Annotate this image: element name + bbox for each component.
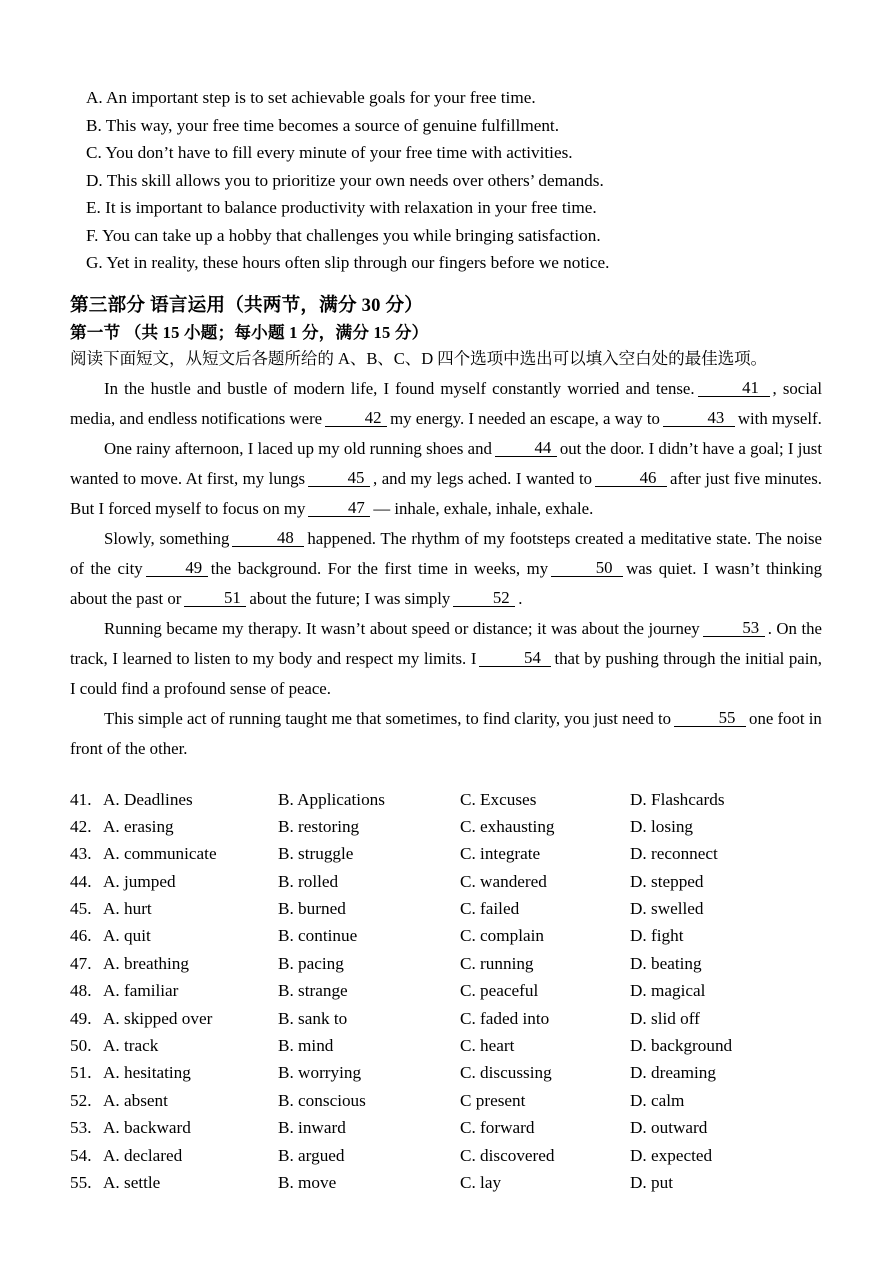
option-c[interactable]: C. faded into	[460, 1008, 550, 1028]
passage-paragraph-1	[70, 374, 822, 434]
sentence-option-c: C. You don’t have to fill every minute of your free time with activities.	[86, 143, 573, 162]
sentence-option-g: G. Yet in reality, these hours often slip through our fingers before we notice.	[86, 253, 610, 272]
blank-55[interactable]: 55	[674, 709, 746, 728]
passage-text: about the future; I was simply	[249, 588, 451, 608]
option-b[interactable]: B. struggle	[278, 844, 354, 864]
cloze-passage	[70, 374, 822, 764]
page-content	[70, 84, 822, 1196]
answer-row	[70, 950, 822, 977]
passage-text: the background. For the first time in weeks, my	[210, 558, 549, 578]
option-a[interactable]: A. erasing	[103, 816, 174, 836]
blank-45[interactable]: 45	[308, 469, 370, 488]
sentence-option-d: D. This skill allows you to prioritize your own needs over others’ demands.	[86, 170, 604, 190]
question-number: 43.	[70, 844, 92, 864]
option-c[interactable]: C. discovered	[460, 1145, 555, 1165]
passage-text: .	[518, 588, 523, 608]
passage-text: out the door. I didn’t have a goal; I just wanted to move. At first, my lungs	[70, 438, 823, 488]
sentence-option-b: B. This way, your free time becomes a source of genuine fulfillment.	[86, 115, 559, 135]
option-d[interactable]: D. reconnect	[630, 844, 718, 864]
option-d[interactable]: D. magical	[630, 981, 706, 1001]
blank-50[interactable]: 50	[551, 559, 623, 578]
blank-46[interactable]: 46	[595, 469, 667, 488]
passage-text: was quiet. I wasn’t thinking about the past or	[70, 558, 823, 608]
option-c[interactable]: C. exhausting	[460, 816, 555, 836]
question-number: 51.	[70, 1063, 92, 1083]
answer-row	[70, 1169, 822, 1196]
answer-row	[70, 922, 822, 949]
answer-row	[70, 786, 822, 813]
passage-text: , social media, and endless notifications were	[70, 378, 822, 428]
passage-text: one foot in front of the other.	[70, 708, 822, 758]
option-d[interactable]: D. beating	[630, 953, 702, 973]
answer-row	[70, 813, 822, 840]
question-number: 41.	[70, 789, 92, 809]
option-d[interactable]: D. stepped	[630, 871, 704, 891]
option-b[interactable]: B. burned	[278, 899, 346, 919]
option-b[interactable]: B. continue	[278, 926, 358, 946]
passage-paragraph-2	[70, 434, 822, 524]
answer-row	[70, 1087, 822, 1114]
question-number: 50.	[70, 1036, 92, 1056]
option-a[interactable]: A. Deadlines	[103, 789, 193, 809]
option-a[interactable]: A. quit	[103, 926, 151, 946]
blank-42[interactable]: 42	[325, 409, 387, 428]
answer-row	[70, 1114, 822, 1141]
answer-row	[70, 868, 822, 895]
option-d[interactable]: D. slid off	[630, 1008, 700, 1028]
option-a[interactable]: A. track	[103, 1036, 159, 1056]
section-instruction: 阅读下面短文，从短文后各题所给的 A、B、C、D 四个选项中选出可以填入空白处的最佳选项。	[70, 348, 768, 368]
passage-text: happened. The rhythm of my footsteps created a meditative state. The noise of the city	[70, 528, 822, 578]
passage-text: — inhale, exhale, inhale, exhale.	[373, 498, 594, 518]
question-number: 44.	[70, 871, 92, 891]
answer-row	[70, 840, 822, 867]
passage-paragraph-4	[70, 614, 822, 704]
option-d[interactable]: D. swelled	[630, 899, 704, 919]
option-d[interactable]: D. expected	[630, 1145, 713, 1165]
option-d[interactable]: D. fight	[630, 926, 684, 946]
option-d[interactable]: D. outward	[630, 1118, 708, 1138]
passage-paragraph-3	[70, 524, 822, 614]
option-a[interactable]: A. hesitating	[103, 1063, 191, 1083]
answer-row	[70, 1005, 822, 1032]
blank-43[interactable]: 43	[663, 409, 735, 428]
blank-54[interactable]: 54	[479, 649, 551, 668]
option-b[interactable]: B. sank to	[278, 1008, 348, 1028]
option-c[interactable]: C. lay	[460, 1172, 502, 1192]
option-b[interactable]: B. worrying	[278, 1063, 362, 1083]
blank-53[interactable]: 53	[703, 619, 765, 638]
question-number: 45.	[70, 899, 92, 919]
part-heading: 第三部分 语言运用（共两节，满分 30 分）	[70, 294, 424, 316]
option-b[interactable]: B. conscious	[278, 1090, 366, 1110]
option-c[interactable]: C. wandered	[460, 871, 547, 891]
option-d[interactable]: D. calm	[630, 1090, 685, 1110]
option-c[interactable]: C. heart	[460, 1036, 515, 1056]
option-c[interactable]: C present	[460, 1090, 526, 1110]
option-b[interactable]: B. pacing	[278, 953, 344, 973]
question-number: 54.	[70, 1145, 92, 1165]
option-c[interactable]: C. complain	[460, 926, 545, 946]
passage-text: with myself.	[737, 408, 822, 428]
option-a[interactable]: A. absent	[103, 1090, 168, 1110]
question-number: 47.	[70, 953, 92, 973]
blank-49[interactable]: 49	[146, 559, 208, 578]
option-c[interactable]: C. forward	[460, 1118, 535, 1138]
question-number: 55.	[70, 1172, 92, 1192]
answer-row	[70, 1059, 822, 1086]
passage-text: Slowly, something	[104, 528, 230, 548]
option-d[interactable]: D. Flashcards	[630, 789, 725, 809]
option-d[interactable]: D. losing	[630, 816, 694, 836]
option-a[interactable]: A. familiar	[103, 981, 179, 1001]
sentence-option-e: E. It is important to balance productivity with relaxation in your free time.	[86, 198, 597, 217]
sentence-options-list	[70, 84, 822, 277]
passage-text: One rainy afternoon, I laced up my old running shoes and	[104, 438, 492, 458]
answer-row	[70, 1142, 822, 1169]
passage-text: . On the track, I learned to listen to my body and respect my limits. I	[70, 618, 822, 668]
option-a[interactable]: A. backward	[103, 1118, 191, 1138]
option-a[interactable]: A. skipped over	[103, 1008, 213, 1028]
option-b[interactable]: B. strange	[278, 981, 348, 1001]
passage-text: after just five minutes. But I forced myself to focus on my	[70, 468, 822, 518]
answer-row	[70, 1032, 822, 1059]
option-d[interactable]: D. background	[630, 1036, 733, 1056]
option-a[interactable]: A. declared	[103, 1145, 183, 1165]
passage-text: This simple act of running taught me that sometimes, to find clarity, you just need to	[104, 708, 672, 728]
passage-text: my energy. I needed an escape, a way to	[390, 408, 660, 428]
blank-44[interactable]: 44	[495, 439, 557, 458]
option-c[interactable]: C. integrate	[460, 844, 541, 864]
passage-text: , and my legs ached. I wanted to	[373, 468, 592, 488]
option-b[interactable]: B. rolled	[278, 871, 339, 891]
option-d[interactable]: D. dreaming	[630, 1063, 716, 1083]
sentence-option-f: F. You can take up a hobby that challenges you while bringing satisfaction.	[86, 225, 601, 245]
passage-text: In the hustle and bustle of modern life, I found myself constantly worried and tense.	[104, 378, 695, 398]
option-b[interactable]: B. inward	[278, 1118, 346, 1138]
option-d[interactable]: D. put	[630, 1172, 673, 1192]
option-a[interactable]: A. jumped	[103, 871, 176, 891]
option-c[interactable]: C. running	[460, 953, 534, 973]
option-a[interactable]: A. breathing	[103, 953, 189, 973]
sentence-option-a: A. An important step is to set achievable goals for your free time.	[86, 88, 536, 107]
question-number: 52.	[70, 1090, 92, 1110]
question-number: 49.	[70, 1008, 92, 1028]
answer-row	[70, 895, 822, 922]
option-b[interactable]: B. mind	[278, 1036, 334, 1056]
blank-41[interactable]: 41	[698, 379, 770, 398]
question-number: 48.	[70, 981, 92, 1001]
blank-48[interactable]: 48	[232, 529, 304, 548]
answer-row	[70, 977, 822, 1004]
section-heading: 第一节 （共 15 小题；每小题 1 分，满分 15 分）	[70, 322, 429, 342]
question-number: 53.	[70, 1118, 92, 1138]
blank-51[interactable]: 51	[184, 589, 246, 608]
question-number: 46.	[70, 926, 92, 946]
option-a[interactable]: A. settle	[103, 1172, 161, 1192]
blank-47[interactable]: 47	[308, 499, 370, 518]
option-b[interactable]: B. argued	[278, 1145, 345, 1165]
option-b[interactable]: B. move	[278, 1172, 337, 1192]
option-c[interactable]: C. discussing	[460, 1063, 552, 1083]
option-a[interactable]: A. hurt	[103, 899, 152, 919]
answer-options-grid	[70, 786, 822, 1197]
passage-text: that by pushing through the initial pain, I could find a profound sense of peace.	[70, 648, 822, 698]
option-c[interactable]: C. peaceful	[460, 981, 539, 1001]
option-a[interactable]: A. communicate	[103, 844, 217, 864]
passage-paragraph-5	[70, 704, 822, 764]
option-b[interactable]: B. Applications	[278, 789, 385, 809]
passage-text: Running became my therapy. It wasn’t about speed or distance; it was about the journey	[104, 618, 700, 638]
option-c[interactable]: C. Excuses	[460, 789, 537, 809]
question-number: 42.	[70, 816, 92, 836]
blank-52[interactable]: 52	[453, 589, 515, 608]
option-b[interactable]: B. restoring	[278, 816, 360, 836]
option-c[interactable]: C. failed	[460, 899, 520, 919]
